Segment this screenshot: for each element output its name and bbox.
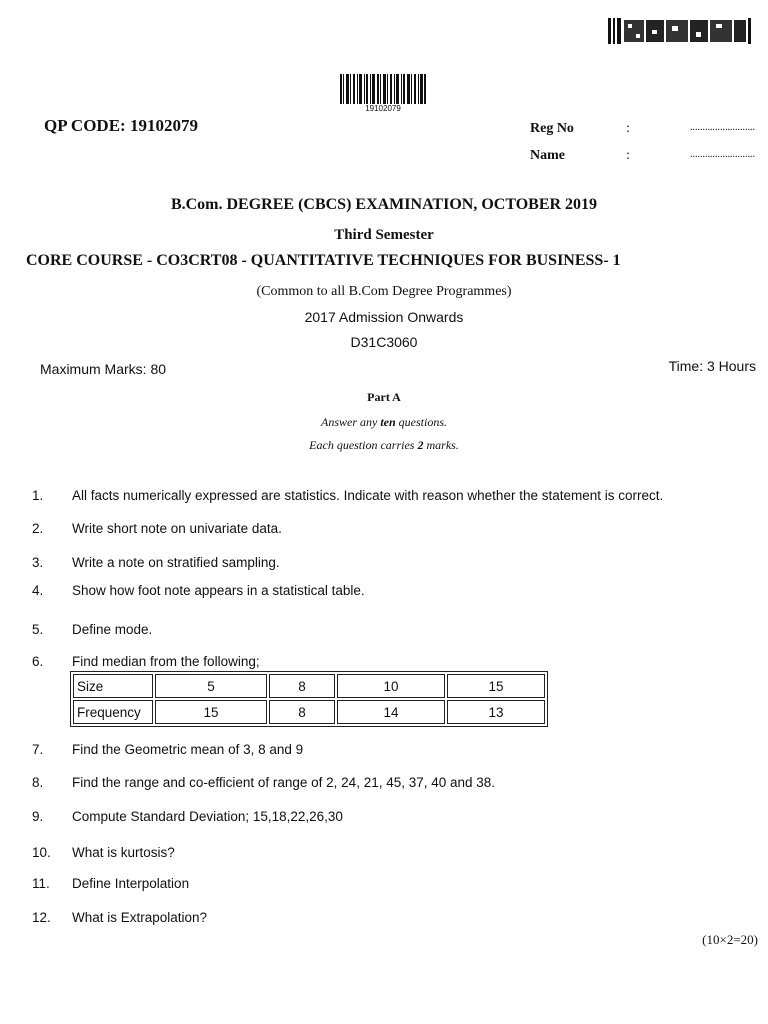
reg-no-colon: : bbox=[626, 121, 630, 136]
table-cell: 13 bbox=[447, 700, 545, 724]
section-total-marks: (10×2=20) bbox=[702, 932, 758, 947]
maximum-marks: Maximum Marks: 80 bbox=[40, 361, 167, 377]
barcode bbox=[340, 74, 426, 104]
frequency-table bbox=[70, 671, 548, 727]
instruction-1: Answer any ten questions. bbox=[320, 415, 447, 429]
name-colon: : bbox=[626, 148, 630, 163]
table-cell: 8 bbox=[269, 700, 335, 724]
table-cell: 5 bbox=[155, 674, 267, 698]
table-row bbox=[73, 674, 545, 698]
reg-no-blank: .......................... bbox=[690, 122, 755, 133]
time-allowed: Time: 3 Hours bbox=[668, 358, 756, 374]
table-cell: Size bbox=[73, 674, 153, 698]
table-cell: 8 bbox=[269, 674, 335, 698]
name-label: Name bbox=[530, 148, 565, 163]
qp-code: QP CODE: 19102079 bbox=[44, 116, 198, 135]
admission-note: 2017 Admission Onwards bbox=[304, 309, 464, 325]
table-cell: 15 bbox=[447, 674, 545, 698]
part-title: Part A bbox=[367, 390, 401, 404]
table-cell: 14 bbox=[337, 700, 445, 724]
barcode-top bbox=[608, 18, 754, 44]
table-cell: 10 bbox=[337, 674, 445, 698]
exam-title: B.Com. DEGREE (CBCS) EXAMINATION, OCTOBER 2019 bbox=[170, 196, 598, 213]
reg-no-label: Reg No bbox=[530, 121, 574, 136]
table-cell: Frequency bbox=[73, 700, 153, 724]
name-blank: .......................... bbox=[690, 149, 755, 160]
programme-note: (Common to all B.Com Degree Programmes) bbox=[256, 284, 512, 299]
table-cell: 15 bbox=[155, 700, 267, 724]
instruction-2: Each question carries 2 marks. bbox=[309, 438, 459, 452]
course-title: CORE COURSE - CO3CRT08 - QUANTITATIVE TECHNIQUES FOR BUSINESS- 1 bbox=[26, 252, 621, 269]
barcode-number: 19102079 bbox=[365, 104, 401, 113]
semester: Third Semester bbox=[334, 227, 434, 243]
paper-code: D31C3060 bbox=[350, 334, 418, 350]
table-row bbox=[73, 700, 545, 724]
